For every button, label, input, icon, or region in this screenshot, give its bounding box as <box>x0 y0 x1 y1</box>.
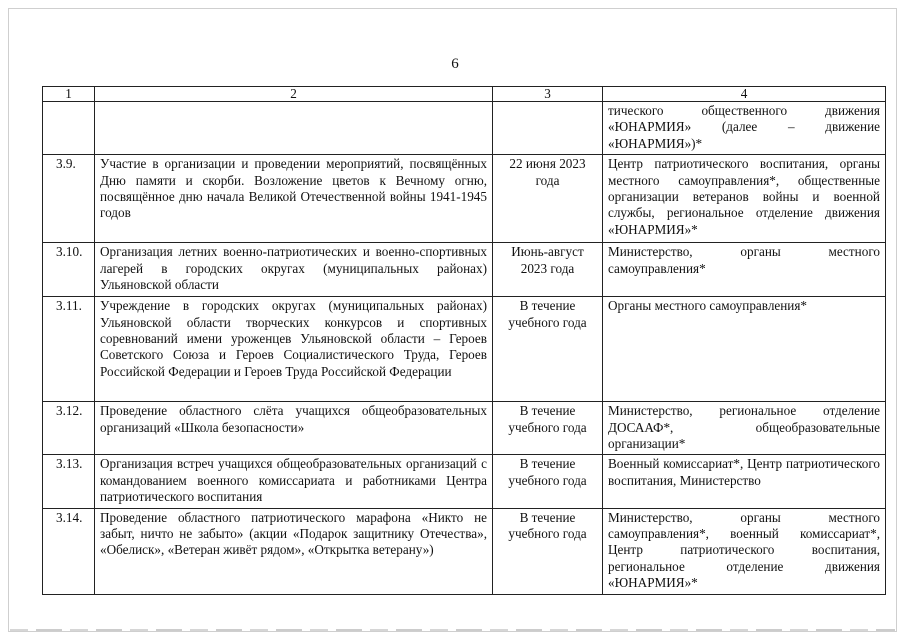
row-date: В течение учебного года <box>493 297 603 402</box>
row-number: 3.10. <box>43 243 95 297</box>
row-number <box>43 102 95 155</box>
table-row <box>43 155 886 243</box>
table-row <box>43 508 886 594</box>
row-number: 3.13. <box>43 455 95 508</box>
table-row <box>43 455 886 508</box>
row-responsible: тического общественного движения «ЮНАРМИЯ» (далее – движение «ЮНАРМИЯ»)* <box>603 102 886 155</box>
row-responsible: Министерство, органы местного самоуправления*, военный комиссариат*, Центр патриотического воспитания, региональное отделение движения «ЮНАРМИЯ»* <box>603 508 886 594</box>
header-col-3: 3 <box>493 87 603 102</box>
table-row <box>43 297 886 402</box>
row-number: 3.11. <box>43 297 95 402</box>
row-responsible: Министерство, органы местного самоуправления* <box>603 243 886 297</box>
activity-table <box>42 86 886 595</box>
row-date: 22 июня 2023 года <box>493 155 603 243</box>
row-number: 3.9. <box>43 155 95 243</box>
row-number: 3.12. <box>43 402 95 455</box>
row-date: Июнь-август 2023 года <box>493 243 603 297</box>
page-number: 6 <box>451 56 459 72</box>
row-event: Организация встреч учащихся общеобразовательных организаций с командованием военного комиссариата и работниками Центра патриотического воспитания <box>95 455 493 508</box>
table-row <box>43 243 886 297</box>
header-col-1: 1 <box>43 87 95 102</box>
header-col-4: 4 <box>603 87 886 102</box>
row-number: 3.14. <box>43 508 95 594</box>
row-date: В течение учебного года <box>493 508 603 594</box>
row-event: Учреждение в городских округах (муниципальных районах) Ульяновской области творческих конкурсов и спортивных соревнований имени уроженцев Ульяновской области – Героев Советского Союза и Героев Социалистического Труда, Героев Российской Федерации и Героев Труда Российской Федерации <box>95 297 493 402</box>
row-event: Организация летних военно-патриотических и военно-спортивных лагерей в городских округах (муниципальных районах) Ульяновской области <box>95 243 493 297</box>
header-col-2: 2 <box>95 87 493 102</box>
row-date <box>493 102 603 155</box>
row-event: Проведение областного слёта учащихся общеобразовательных организаций «Школа безопасности» <box>95 402 493 455</box>
row-date: В течение учебного года <box>493 402 603 455</box>
scan-artifact-line <box>10 629 895 631</box>
row-responsible: Министерство, региональное отделение ДОСААФ*, общеобразовательные организации* <box>603 402 886 455</box>
table-row <box>43 402 886 455</box>
table-row <box>43 102 886 155</box>
row-date: В течение учебного года <box>493 455 603 508</box>
table-header-row <box>43 87 886 102</box>
row-event <box>95 102 493 155</box>
row-event: Участие в организации и проведении мероприятий, посвящённых Дню памяти и скорби. Возложение цветов к Вечному огню, посвящённое дню начала Великой Отечественной войны 1941-1945 годов <box>95 155 493 243</box>
row-responsible: Органы местного самоуправления* <box>603 297 886 402</box>
row-responsible: Военный комиссариат*, Центр патриотического воспитания, Министерство <box>603 455 886 508</box>
row-responsible: Центр патриотического воспитания, органы местного самоуправления*, общественные организации ветеранов войны и военной службы, региональное отделение движения «ЮНАРМИЯ»* <box>603 155 886 243</box>
row-event: Проведение областного патриотического марафона «Никто не забыт, ничто не забыто» (акции «Подарок защитнику Отечества», «Обелиск», «Ветеран живёт рядом», «Открытка ветерану») <box>95 508 493 594</box>
